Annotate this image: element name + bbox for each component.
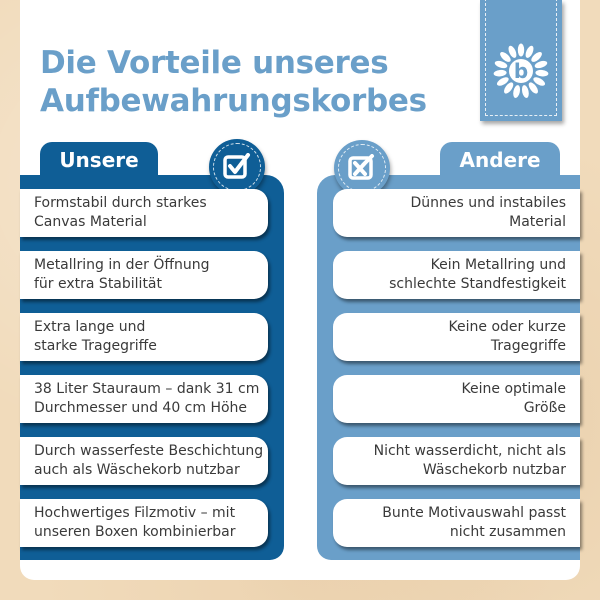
- item-line-1: Durch wasserfeste Beschichtung: [34, 443, 264, 459]
- item-line-1: Bunte Motivauswahl passt: [382, 505, 566, 521]
- title-line-2: Aufbewahrungskorbes: [40, 83, 427, 119]
- item-line-2: Canvas Material: [34, 214, 147, 230]
- others-item: [333, 189, 580, 237]
- item-line-2: nicht zusammen: [449, 524, 566, 540]
- ours-item: [20, 251, 268, 299]
- item-line-2: auch als Wäschekorb nutzbar: [34, 462, 240, 478]
- item-line-1: Hochwertiges Filzmotiv – mit: [34, 505, 236, 521]
- item-line-1: 38 Liter Stauraum – dank 31 cm: [34, 381, 260, 397]
- item-line-1: Dünnes und instabiles: [410, 195, 566, 211]
- flower-b-logo-icon: [492, 42, 550, 100]
- item-line-2: unseren Boxen kombinierbar: [34, 524, 236, 540]
- others-item: [333, 251, 580, 299]
- checkbox-checked-icon: [223, 153, 251, 181]
- item-line-2: Tragegriffe: [490, 338, 566, 354]
- brand-tag: [480, 0, 562, 121]
- item-line-2: Wäschekorb nutzbar: [422, 462, 566, 478]
- others-item: [333, 313, 580, 361]
- item-line-1: Extra lange und: [34, 319, 146, 335]
- ours-item: [20, 375, 268, 423]
- svg-text:b: b: [513, 59, 529, 83]
- item-line-1: Keine oder kurze: [448, 319, 566, 335]
- checkbox-crossed-icon: [348, 154, 376, 182]
- item-line-2: Material: [509, 214, 566, 230]
- others-item: [333, 499, 580, 547]
- item-line-1: Formstabil durch starkes: [34, 195, 207, 211]
- ours-item: [20, 437, 268, 485]
- item-line-1: Kein Metallring und: [430, 257, 566, 273]
- others-header-tab: Andere: [440, 142, 560, 178]
- item-line-1: Nicht wasserdicht, nicht als: [373, 443, 566, 459]
- item-line-2: schlechte Standfestigkeit: [389, 276, 566, 292]
- title-line-1: Die Vorteile unseres: [40, 45, 389, 81]
- item-line-1: Metallring in der Öffnung: [34, 257, 210, 273]
- item-line-2: starke Tragegriffe: [34, 338, 157, 354]
- ours-item: [20, 189, 268, 237]
- item-line-2: für extra Stabilität: [34, 276, 163, 292]
- ours-header-tab: Unsere: [40, 142, 158, 178]
- item-line-1: Keine optimale: [461, 381, 566, 397]
- item-line-2: Größe: [523, 400, 566, 416]
- item-line-2: Durchmesser und 40 cm Höhe: [34, 400, 248, 416]
- others-badge: [334, 140, 390, 196]
- ours-item: [20, 499, 268, 547]
- others-item: [333, 375, 580, 423]
- ours-item: [20, 313, 268, 361]
- others-item: [333, 437, 580, 485]
- page-title: [40, 44, 427, 120]
- ours-badge: [209, 139, 265, 195]
